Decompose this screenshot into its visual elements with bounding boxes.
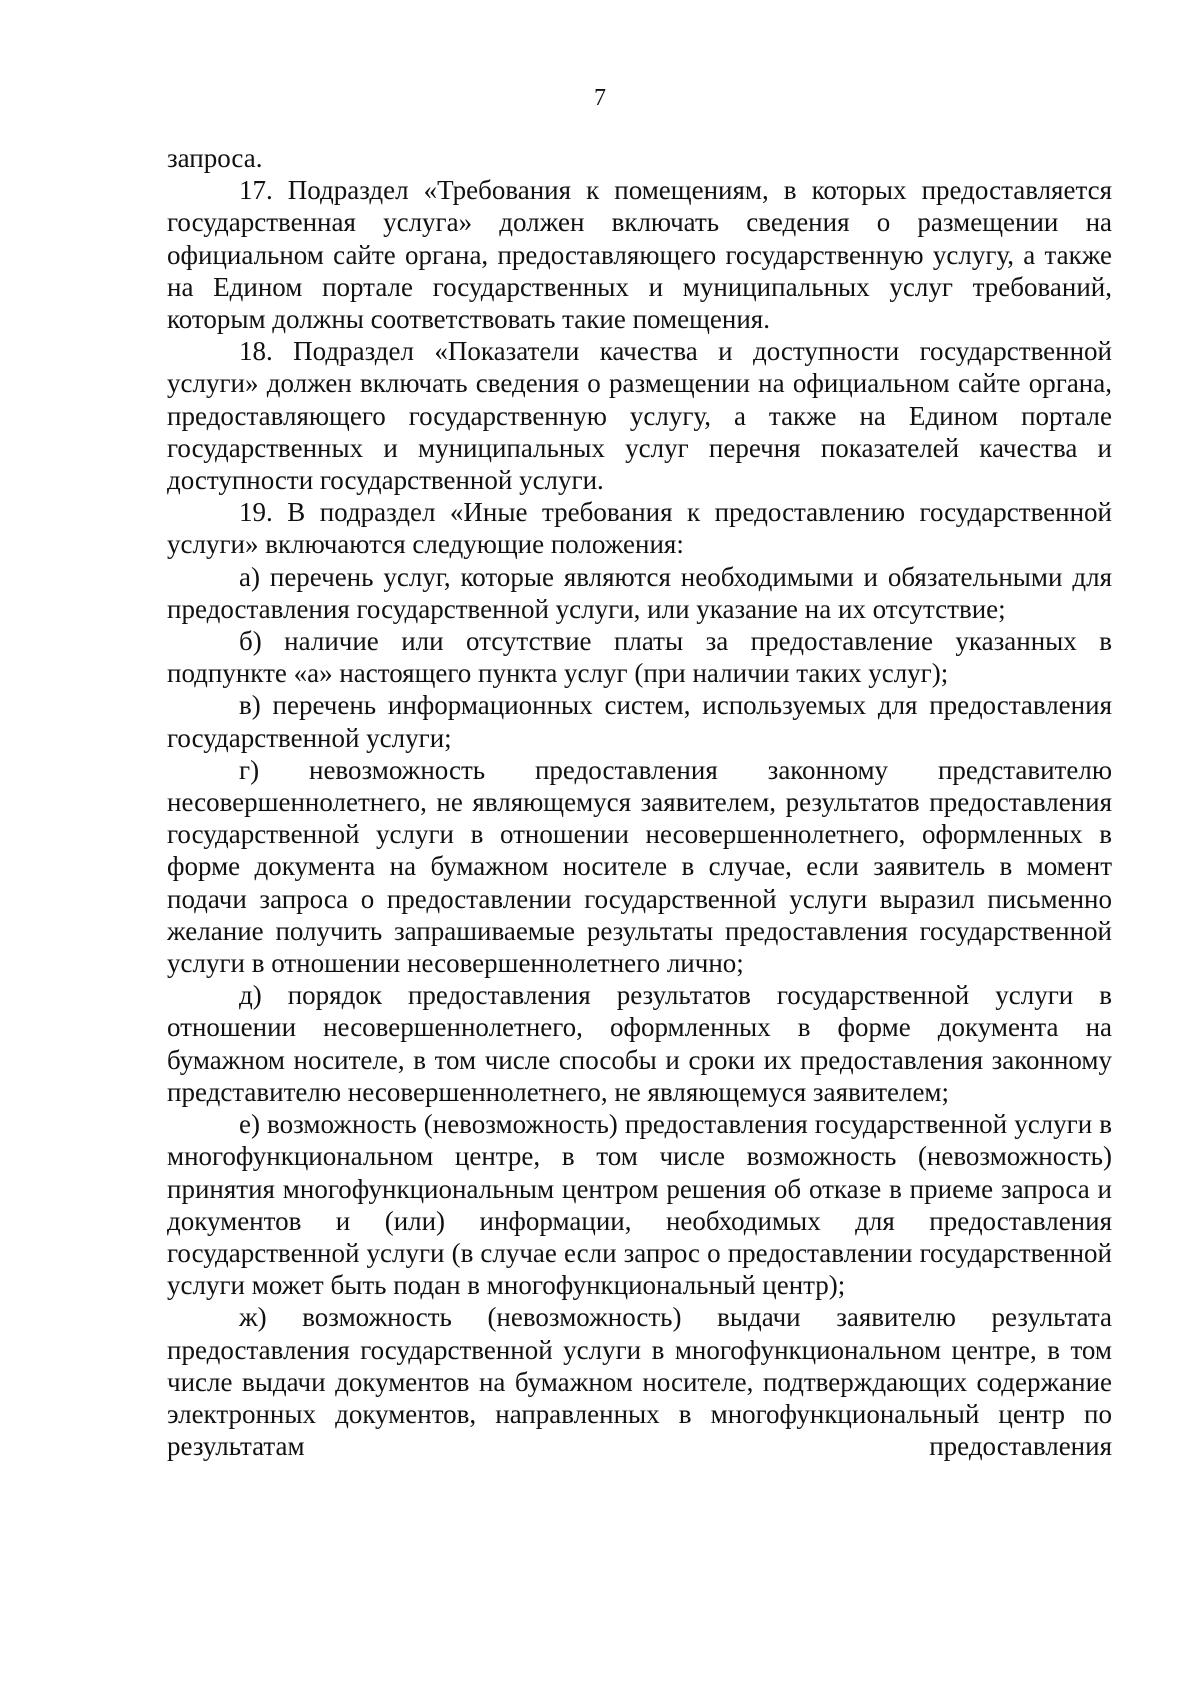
page-number: 7 xyxy=(594,85,606,111)
paragraph-19: 19. В подраздел «Иные требования к предоставлению государственной услуги» включаются следующие положения: xyxy=(167,497,1112,560)
paragraph-18: 18. Подраздел «Показатели качества и доступности государственной услуги» должен включать сведения о размещении на официальном сайте органа, предоставляющего государственную услугу, а также на Едином портале государственных и муниципальных услуг перечня показателей качества и доступности государственной услуги. xyxy=(167,336,1112,496)
continuation-text: запроса. xyxy=(167,143,263,173)
list-item-g: г) невозможность предоставления законному представителю несовершеннолетнего, не являющемуся заявителем, результатов предоставления государственной услуги в отношении несовершеннолетнего, оформленных в форме документа на бумажном носителе в случае, если заявитель в момент подачи запроса о предоставлении государственной услуги выразил письменно желание получить запрашиваемые результаты предоставления государственной услуги в отношении несовершеннолетнего лично; xyxy=(167,754,1112,979)
paragraph-17: 17. Подраздел «Требования к помещениям, в которых предоставляется государственная услуга» должен включать сведения о размещении на официальном сайте органа, предоставляющего государственную услугу, а также на Едином портале государственных и муниципальных услуг требований, которым должны соответствовать такие помещения. xyxy=(167,175,1112,335)
list-item-zh: ж) возможность (невозможность) выдачи заявителю результата предоставления государственной услуги в многофункциональном центре, в том числе выдачи документов на бумажном носителе, подтверждающих содержание электронных документов, направленных в многофункциональный центр по результатам предоставления xyxy=(167,1302,1112,1462)
list-item-v: в) перечень информационных систем, используемых для предоставления государственной услуги; xyxy=(167,690,1112,753)
list-item-a: а) перечень услуг, которые являются необходимыми и обязательными для предоставления государственной услуги, или указание на их отсутствие; xyxy=(167,561,1112,624)
list-item-b: б) наличие или отсутствие платы за предоставление указанных в подпункте «а» настоящего пункта услуг (при наличии таких услуг); xyxy=(167,626,1112,689)
list-item-e: е) возможность (невозможность) предоставления государственной услуги в многофункциональном центре, в том числе возможность (невозможность) принятия многофункциональным центром решения об отказе в приеме запроса и документов и (или) информации, необходимых для предоставления государственной услуги (в случае если запрос о предоставлении государственной услуги может быть подан в многофункциональный центр); xyxy=(167,1109,1112,1301)
list-item-d: д) порядок предоставления результатов государственной услуги в отношении несовершеннолетнего, оформленных в форме документа на бумажном носителе, в том числе способы и сроки их предоставления законному представителю несовершеннолетнего, не являющемуся заявителем; xyxy=(167,980,1112,1107)
document-body xyxy=(167,142,1112,1462)
